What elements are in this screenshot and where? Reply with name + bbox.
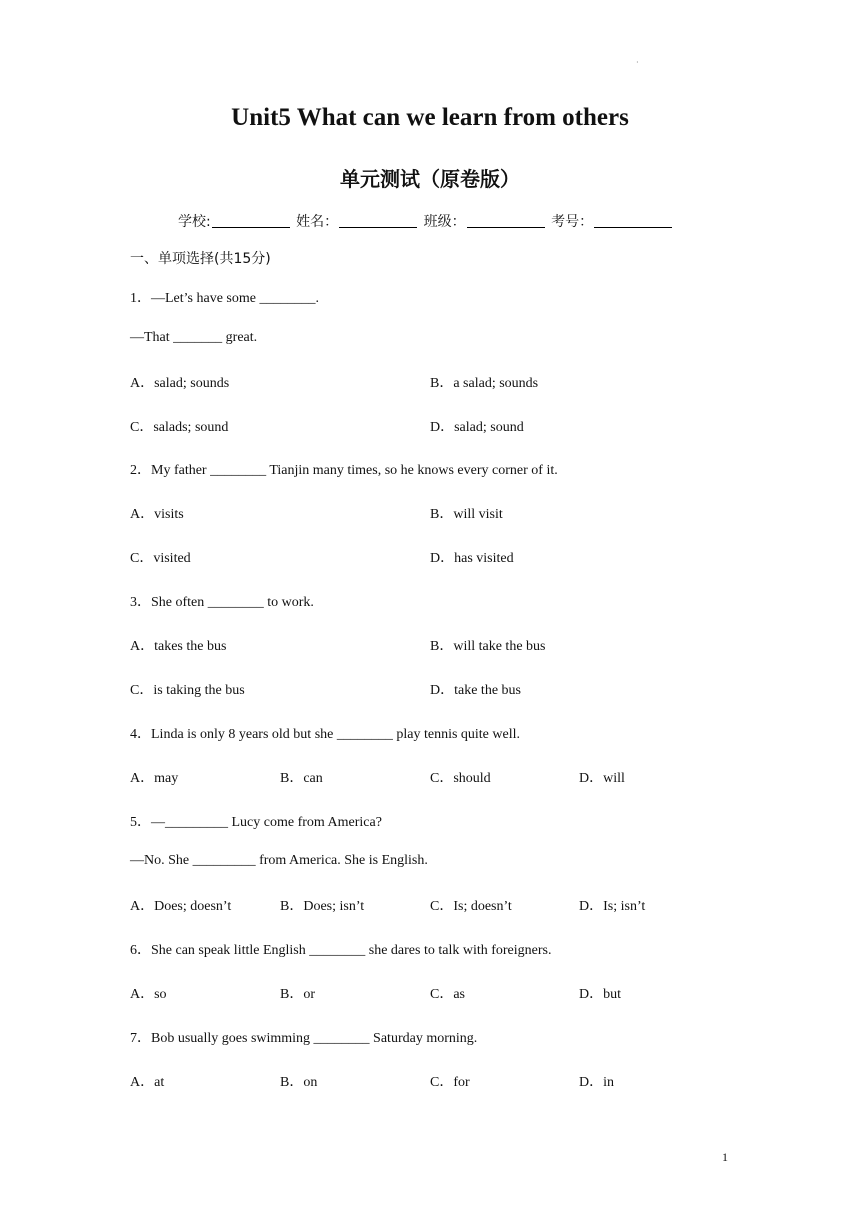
header-mark: ·	[636, 58, 639, 67]
question-1-option-b: B．a salad; sounds	[430, 376, 539, 391]
school-label: 学校:	[178, 214, 211, 230]
question-6-option-b: B．or	[280, 987, 315, 1002]
question-2-option-a: A．visits	[130, 507, 184, 522]
question-6-option-a: A．so	[130, 987, 167, 1002]
question-6-stem: 6．She can speak little English ________ she dares to talk with foreigners.	[130, 943, 552, 958]
name-label: 姓名：	[296, 214, 339, 230]
section-title: 一、单项选择(共15分)	[130, 251, 271, 267]
question-5-stem-2: —No. She _________ from America. She is English.	[130, 853, 428, 868]
question-3-option-c: C．is taking the bus	[130, 683, 245, 698]
question-3-option-a: A．takes the bus	[130, 639, 227, 654]
question-5-stem: 5．—_________ Lucy come from America?	[130, 815, 382, 830]
question-7-option-c: C．for	[430, 1075, 470, 1090]
question-5-option-a: A．Does; doesn’t	[130, 899, 232, 914]
question-6-option-c: C．as	[430, 987, 465, 1002]
question-6-option-d: D．but	[579, 987, 621, 1002]
question-4-option-c: C．should	[430, 771, 491, 786]
question-4-option-d: D．will	[579, 771, 625, 786]
name-blank	[339, 213, 417, 228]
question-3-stem: 3．She often ________ to work.	[130, 595, 314, 610]
question-2-option-b: B．will visit	[430, 507, 503, 522]
question-2-stem: 2．My father ________ Tianjin many times, so he knows every corner of it.	[130, 463, 558, 478]
question-3-option-d: D．take the bus	[430, 683, 521, 698]
school-blank	[212, 213, 290, 228]
question-4-option-b: B．can	[280, 771, 323, 786]
question-7-stem: 7．Bob usually goes swimming ________ Saturday morning.	[130, 1031, 478, 1046]
question-2-option-d: D．has visited	[430, 551, 514, 566]
question-1-option-c: C．salads; sound	[130, 420, 229, 435]
question-7-option-b: B．on	[280, 1075, 318, 1090]
question-1-stem-2: —That _______ great.	[130, 330, 258, 345]
exam-number-label: 考号：	[551, 214, 594, 230]
question-1-option-a: A．salad; sounds	[130, 376, 230, 391]
question-5-option-d: D．Is; isn’t	[579, 899, 646, 914]
question-3-option-b: B．will take the bus	[430, 639, 546, 654]
question-7-option-a: A．at	[130, 1075, 165, 1090]
student-info-line	[178, 211, 674, 231]
question-1-option-d: D．salad; sound	[430, 420, 524, 435]
document-title: Unit5 What can we learn from others	[231, 104, 629, 131]
question-5-option-b: B．Does; isn’t	[280, 899, 365, 914]
document-subtitle: 单元测试（原卷版）	[340, 167, 520, 191]
class-blank	[467, 213, 545, 228]
question-2-option-c: C．visited	[130, 551, 191, 566]
page-number: 1	[722, 1150, 728, 1164]
question-5-option-c: C．Is; doesn’t	[430, 899, 512, 914]
question-4-stem: 4．Linda is only 8 years old but she ________ play tennis quite well.	[130, 727, 521, 742]
question-1-stem: 1．—Let’s have some ________.	[130, 291, 319, 306]
question-4-option-a: A．may	[130, 771, 179, 786]
question-7-option-d: D．in	[579, 1075, 614, 1090]
exam-number-blank	[594, 213, 672, 228]
class-label: 班级：	[423, 214, 466, 230]
